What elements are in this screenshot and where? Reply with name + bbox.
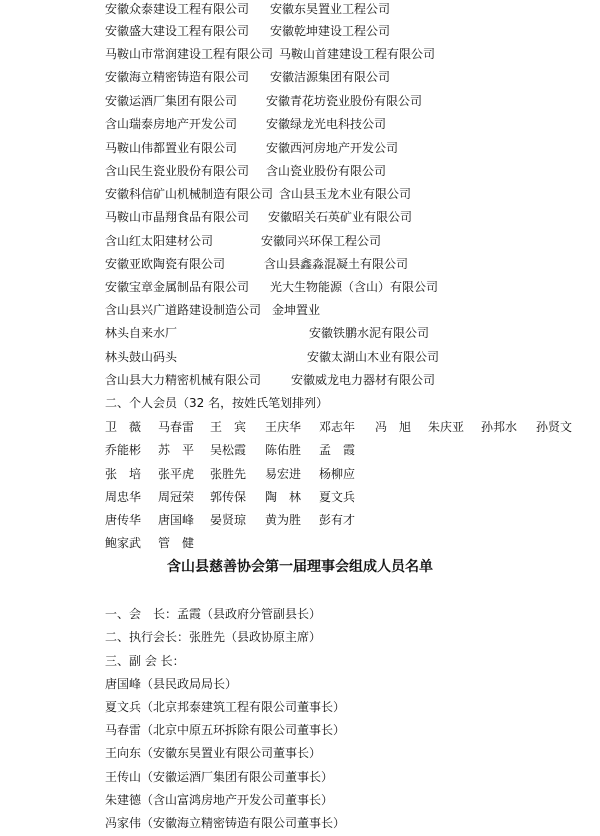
company-name: 安徽铁鹏水泥有限公司 <box>309 326 430 340</box>
company-name: 马鞍山市晶翔食品有限公司 <box>105 210 250 224</box>
member-name: 黄为胜 <box>265 513 302 527</box>
company-name: 安徽科信矿山机械制造有限公司 <box>105 187 274 201</box>
company-name: 安徽亚欧陶瓷有限公司 <box>105 257 226 271</box>
council-member-line: 朱建德（含山富鸿房地产开发公司董事长） <box>105 793 334 807</box>
member-name: 鲍家武 <box>105 536 142 550</box>
council-member-line: 王向东（安徽东昊置业有限公司董事长） <box>105 746 322 760</box>
member-name: 冯 旭 <box>375 420 412 434</box>
company-name: 安徽东昊置业工程公司 <box>270 2 391 16</box>
company-name: 含山民生瓷业股份有限公司 <box>105 164 250 178</box>
company-name: 马鞍山伟都置业有限公司 <box>105 141 238 155</box>
company-name: 林头自来水厂 <box>105 326 178 340</box>
member-name: 王 宾 <box>210 420 247 434</box>
member-name: 周冠荣 <box>158 490 195 504</box>
member-name: 卫 薇 <box>105 420 142 434</box>
company-name: 安徽运酒厂集团有限公司 <box>105 94 238 108</box>
council-title: 含山县慈善协会第一届理事会组成人员名单 <box>167 559 433 575</box>
company-name: 安徽青花坊瓷业股份有限公司 <box>266 94 423 108</box>
company-name: 安徽西河房地产开发公司 <box>266 141 399 155</box>
member-name: 陶 林 <box>265 490 302 504</box>
member-name: 彭有才 <box>319 513 356 527</box>
company-name: 安徽众泰建设工程有限公司 <box>105 2 250 16</box>
member-name: 陈佑胜 <box>265 443 302 457</box>
company-name: 含山县兴广道路建设制造公司 <box>105 303 262 317</box>
council-member-line: 二、执行会长：张胜先（县政协原主席） <box>105 630 322 644</box>
member-name: 夏文兵 <box>319 490 356 504</box>
company-name: 金坤置业 <box>272 303 321 317</box>
member-name: 易宏进 <box>265 467 302 481</box>
member-name: 郭传保 <box>210 490 247 504</box>
company-name: 含山瓷业股份有限公司 <box>266 164 387 178</box>
member-name: 杨柳应 <box>319 467 356 481</box>
company-name: 安徽海立精密铸造有限公司 <box>105 70 250 84</box>
member-name: 马春雷 <box>158 420 195 434</box>
council-member-line: 王传山（安徽运酒厂集团有限公司董事长） <box>105 770 334 784</box>
company-name: 马鞍山市常润建设工程有限公司 <box>105 47 274 61</box>
member-name: 苏 平 <box>158 443 195 457</box>
company-name: 含山红太阳建材公司 <box>105 234 214 248</box>
member-name: 管 健 <box>158 536 195 550</box>
company-name: 安徽洁源集团有限公司 <box>270 70 391 84</box>
council-member-line: 冯家伟（安徽海立精密铸造有限公司董事长） <box>105 816 346 830</box>
company-name: 林头鼓山码头 <box>105 350 178 364</box>
member-name: 晏贤琼 <box>210 513 247 527</box>
company-name: 安徽同兴环保工程公司 <box>261 234 382 248</box>
company-name: 安徽威龙电力器材有限公司 <box>291 373 436 387</box>
member-name: 张 培 <box>105 467 142 481</box>
company-name: 安徽乾坤建设工程公司 <box>270 24 391 38</box>
company-name: 安徽宝章金属制品有限公司 <box>105 280 250 294</box>
council-member-line: 三、副 会 长： <box>105 654 185 668</box>
company-name: 含山县大力精密机械有限公司 <box>105 373 262 387</box>
company-name: 含山县玉龙木业有限公司 <box>279 187 412 201</box>
member-name: 张胜先 <box>210 467 247 481</box>
member-name: 周忠华 <box>105 490 142 504</box>
company-name: 马鞍山首建建设工程有限公司 <box>279 47 436 61</box>
member-name: 乔能彬 <box>105 443 142 457</box>
council-member-line: 唐国峰（县民政局局长） <box>105 677 238 691</box>
company-name: 光大生物能源（含山）有限公司 <box>270 280 439 294</box>
company-name: 含山瑞泰房地产开发公司 <box>105 117 238 131</box>
member-name: 吴松霞 <box>210 443 247 457</box>
member-name: 张平虎 <box>158 467 195 481</box>
member-name: 唐国峰 <box>158 513 195 527</box>
council-member-line: 一、会 长：孟霞（县政府分管副县长） <box>105 607 322 621</box>
member-name: 唐传华 <box>105 513 142 527</box>
member-name: 王庆华 <box>265 420 302 434</box>
council-member-line: 马春雷（北京中原五环拆除有限公司董事长） <box>105 723 346 737</box>
company-name: 安徽绿龙光电科技公司 <box>266 117 387 131</box>
company-name: 安徽昭关石英矿业有限公司 <box>268 210 413 224</box>
individual-section-header: 二、个人会员（32 名，按姓氏笔划排列） <box>105 396 329 410</box>
council-member-line: 夏文兵（北京邦泰建筑工程有限公司董事长） <box>105 700 346 714</box>
member-name: 孙贤文 <box>536 420 573 434</box>
company-name: 安徽太湖山木业有限公司 <box>307 350 440 364</box>
member-name: 朱庆亚 <box>428 420 465 434</box>
company-name: 含山县鑫淼混凝土有限公司 <box>264 257 409 271</box>
member-name: 邓志年 <box>319 420 356 434</box>
member-name: 孟 霞 <box>319 443 356 457</box>
company-name: 安徽盛大建设工程有限公司 <box>105 24 250 38</box>
member-name: 孙邦水 <box>481 420 518 434</box>
